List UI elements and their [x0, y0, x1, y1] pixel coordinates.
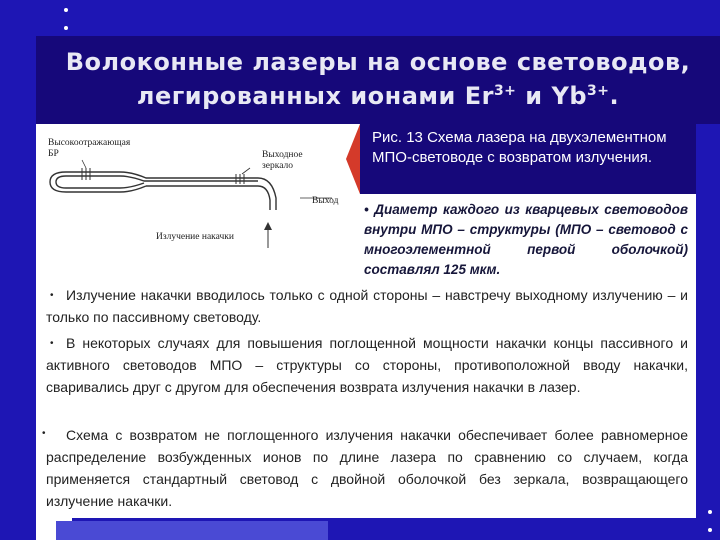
figure-label-output: Выход	[312, 196, 339, 206]
title-text: легированных ионами Er	[136, 82, 494, 110]
paragraph-fiber-welding: В некоторых случаях для повышения поглощенной мощности накачки концы пассивного и активного световодов МПО – структуры со стороны, противоположной вводу накачки, сваривались друг с другом для обеспечения возврата излучения накачки в лазер.	[46, 335, 688, 395]
paragraph-pump-return: Схема с возвратом не поглощенного излучения накачки обеспечивает более равномерное распределение возбужденных ионов по длине лазера по сравнению со случаем, когда применяется стандартный световод с двойной оболочкой без зеркала, возвращающего излучение накачки.	[46, 427, 688, 509]
title-line-1: Волоконные лазеры на основе световодов,	[65, 48, 691, 76]
paragraph-pump-direction: Излучение накачки вводилось только с одной стороны – навстречу выходному излучению – и только по пассивному световоду.	[46, 287, 688, 325]
title-superscript: 3+	[587, 83, 610, 99]
title-superscript: 3+	[493, 83, 517, 99]
decor-dot	[64, 26, 68, 30]
decor-dot	[64, 8, 68, 12]
bullet-marker: •	[50, 290, 54, 301]
decor-dot	[708, 528, 712, 532]
title-text: и Yb	[516, 82, 588, 110]
bullet-marker: •	[50, 338, 54, 349]
fiber-diameter-note: • Диаметр каждого из кварцевых световодов внутри МПО – структуры (МПО – световод с многоэлементной первой оболочкой) составлял 125 мкм.	[364, 202, 688, 277]
slide-title	[36, 36, 720, 124]
figure-label-br: Высокоотражающая БР	[48, 138, 131, 159]
title-line-2	[36, 82, 720, 110]
figure-caption: Рис. 13 Схема лазера на двухэлементном МПО-световоде с возвратом излучения.	[372, 129, 667, 166]
bullet-marker: •	[42, 428, 46, 439]
figure-label-pump: Излучение накачки	[156, 232, 234, 242]
decor-dot	[708, 510, 712, 514]
laser-scheme-figure	[36, 124, 348, 272]
caption-arrow-marker	[346, 124, 360, 194]
figure-label-mirror: Выходное зеркало	[262, 150, 303, 171]
title-text: .	[609, 82, 620, 110]
footer-bar	[56, 521, 328, 540]
